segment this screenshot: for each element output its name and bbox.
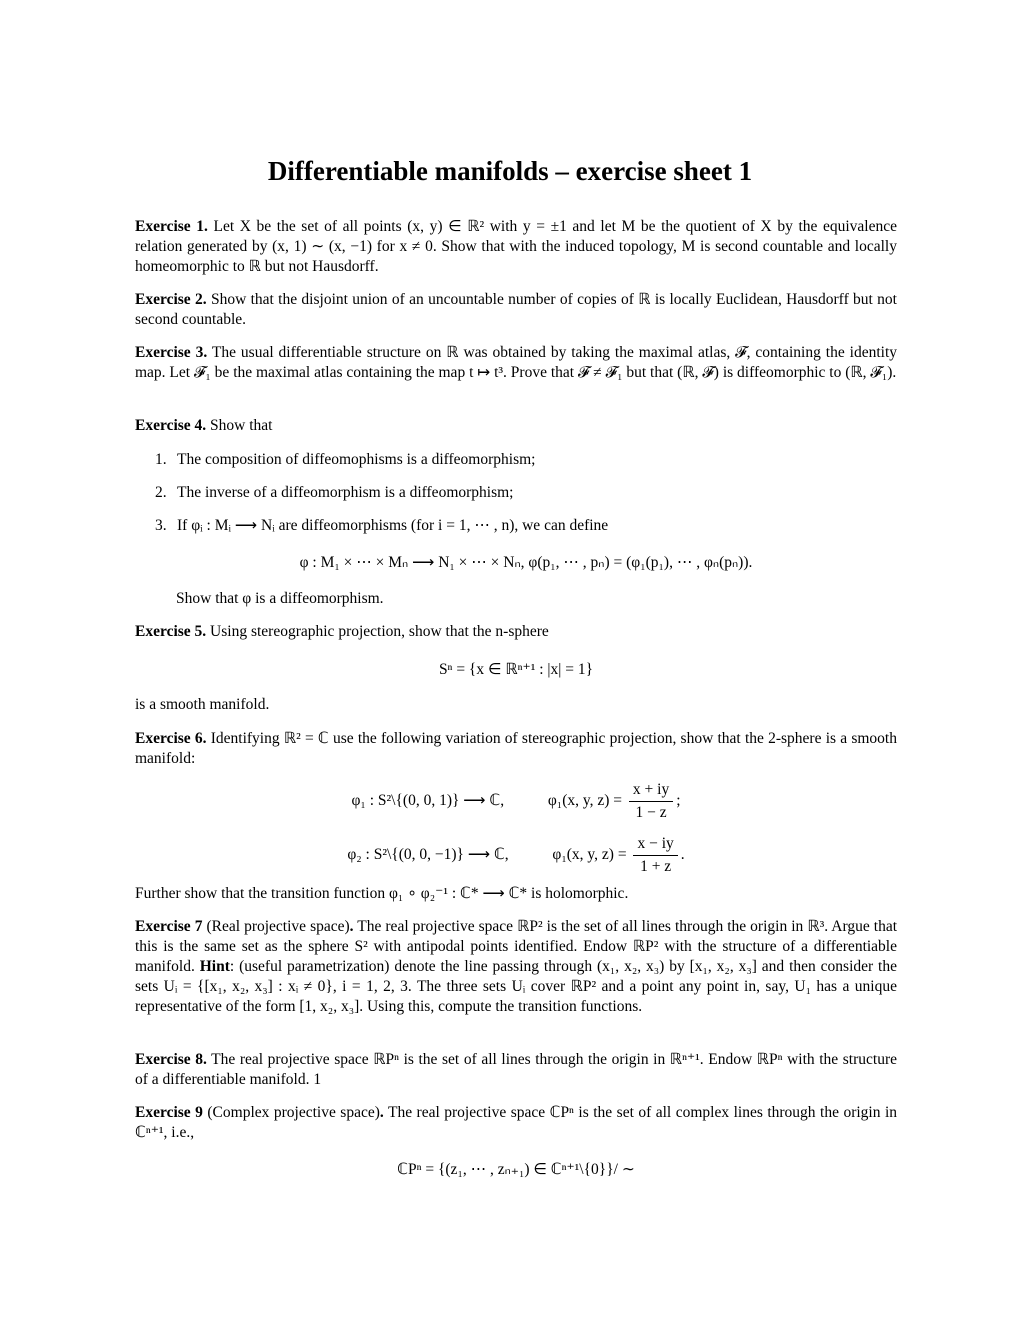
exercise-text: Let X be the set of all points (x, y) ∈ ℝ² with y = ±1 and let M be the quotient of X by the equivalence relation generated by (x, 1) ∼ (x, −1) for x ≠ 0. Show that with the induced topology, M is second countable and locally homeomorphic to ℝ but not Hausdorff.	[135, 218, 897, 275]
exercise-2	[135, 290, 897, 330]
exercise-4	[135, 416, 897, 436]
exercise-9	[135, 1103, 897, 1143]
page-title: Differentiable manifolds – exercise sheet 1	[267, 156, 753, 186]
equation-end: ;	[676, 792, 681, 810]
list-number: 1.	[155, 451, 167, 468]
list-item	[155, 516, 897, 536]
exercise-text: Identifying ℝ² = ℂ use the following variation of stereographic projection, show that the 2-sphere is a smooth manifold:	[135, 730, 897, 767]
list-text: The composition of diffeomophisms is a diffeomorphism;	[177, 451, 536, 468]
exercise-label: Exercise 4.	[135, 417, 207, 434]
exercise-3	[135, 343, 897, 383]
equation-1	[135, 781, 897, 822]
list-text: The inverse of a diffeomorphism is a diffeomorphism;	[177, 484, 514, 501]
exercise-1	[135, 217, 897, 277]
exercise-text: Using stereographic projection, show that the n-sphere	[206, 623, 549, 640]
denominator: 1 + z	[640, 858, 672, 875]
fraction	[633, 835, 677, 876]
list-item	[155, 450, 897, 470]
exercise-text: The real projective space ℝPⁿ is the set of all lines through the origin in ℝⁿ⁺¹. Endow ℝPⁿ with the structure of a differentiable manifold. 1	[135, 1051, 897, 1088]
exercise-label: Exercise 2.	[135, 291, 207, 308]
exercise-label: Exercise 9	[135, 1104, 203, 1121]
numerator: x + iy	[629, 781, 673, 802]
equation-middle: φ₁(x, y, z) =	[552, 846, 627, 864]
equation-left: φ₂ : S²\{(0, 0, −1)} ⟶ ℂ,	[347, 846, 509, 864]
exercise-5-conclusion: is a smooth manifold.	[135, 696, 270, 713]
list-number: 2.	[155, 484, 167, 501]
exercise-text: Show that the disjoint union of an uncountable number of copies of ℝ is locally Euclidean, Hausdorff but not second countable.	[135, 291, 897, 328]
equation: ℂPⁿ = {(z₁, ⋯ , zₙ₊₁) ∈ ℂⁿ⁺¹\{0}}/ ∼	[397, 1161, 635, 1178]
exercise-text: The usual differentiable structure on ℝ was obtained by taking the maximal atlas, 𝓕, containing the identity map. Let 𝓕₁ be the maximal atlas containing the map t ↦ t³. Prove that 𝓕 ≠ 𝓕₁ but that (ℝ, 𝓕) is diffeomorphic to (ℝ, 𝓕₁).	[135, 344, 897, 381]
exercise-label: Exercise 6.	[135, 730, 207, 747]
exercise-title: (Complex projective space)	[202, 1104, 380, 1121]
exercise-title: (Real projective space)	[202, 918, 350, 935]
equation-end: .	[680, 846, 685, 864]
list-number: 3.	[155, 517, 167, 534]
exercise-label: Exercise 5.	[135, 623, 207, 640]
exercise-label: Exercise 1.	[135, 218, 208, 235]
exercise-4-conclusion: Show that φ is a diffeomorphism.	[176, 590, 384, 607]
equation-middle: φ₁(x, y, z) =	[547, 792, 623, 810]
equation: φ : M₁ × ⋯ × Mₙ ⟶ N₁ × ⋯ × Nₙ, φ(p₁, ⋯ , pₙ) = (φ₁(p₁), ⋯ , φₙ(pₙ)).	[299, 554, 753, 571]
equation-left: φ₁ : S²\{(0, 0, 1)} ⟶ ℂ,	[351, 792, 505, 810]
exercise-text: The real projective space ℂPⁿ is the set of all complex lines through the origin in ℂⁿ⁺¹, i.e.,	[135, 1104, 898, 1141]
list-item	[155, 483, 897, 503]
exercise-dot: .	[379, 1104, 384, 1121]
hint-label: Hint	[199, 958, 230, 975]
exercise-6-conclusion: Further show that the transition function φ₁ ∘ φ₂⁻¹ : ℂ* ⟶ ℂ* is holomorphic.	[135, 885, 629, 902]
exercise-label: Exercise 8.	[135, 1051, 207, 1068]
fraction	[629, 781, 673, 822]
exercise-8	[135, 1050, 897, 1090]
equation-2	[135, 835, 897, 876]
exercise-7	[135, 917, 897, 1017]
exercise-label: Exercise 7	[135, 918, 203, 935]
exercise-dot: .	[349, 918, 354, 935]
exercise-text: The real projective space ℝP² is the set of all lines through the origin in ℝ³. Argue that this is the same set as the sphere S² with antipodal points identified. Endow ℝP² with the structure of a differentiable manifold.	[135, 918, 898, 975]
list-text: If φᵢ : Mᵢ ⟶ Nᵢ are diffeomorphisms (for i = 1, ⋯ , n), we can define	[177, 517, 609, 534]
exercise-5	[135, 622, 897, 642]
exercise-6	[135, 729, 897, 769]
exercise-label: Exercise 3.	[135, 344, 208, 361]
hint-text: : (useful parametrization) denote the line passing through (x₁, x₂, x₃) by [x₁, x₂, x₃] and then consider the sets Uᵢ = {[x₁, x₂, x₃] : xᵢ ≠ 0}, i = 1, 2, 3. The three sets Uᵢ cover ℝP² and a point any point in, say, U₁ has a unique representative of the form [1, x₂, x₃]. Using this, compute the transition functions.	[135, 958, 897, 1015]
exercise-text: Show that	[206, 417, 273, 434]
denominator: 1 − z	[635, 804, 667, 821]
numerator: x − iy	[633, 835, 677, 856]
equation: Sⁿ = {x ∈ ℝⁿ⁺¹ : |x| = 1}	[438, 661, 594, 678]
